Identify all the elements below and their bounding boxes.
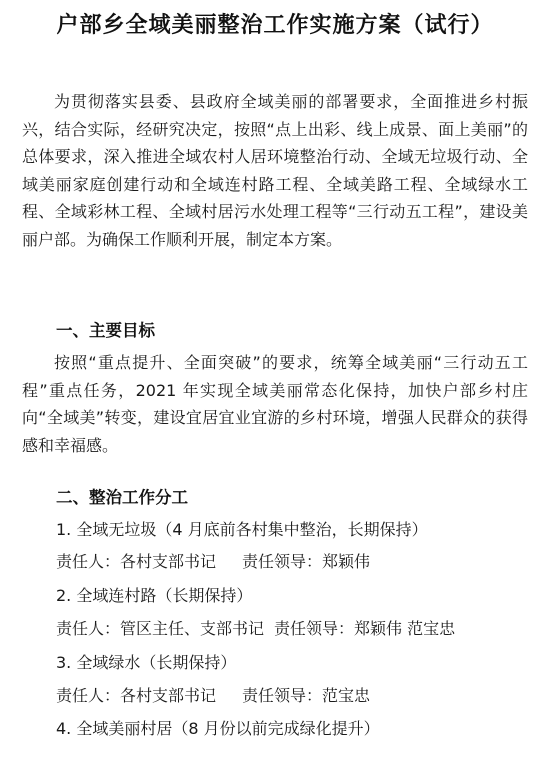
section-heading-division: 二、整治工作分工	[56, 488, 188, 507]
task-item-title: 4. 全域美丽村居（8 月份以前完成绿化提升）	[56, 719, 380, 738]
document-title: 户部乡全域美丽整治工作实施方案（试行）	[56, 13, 494, 38]
responsible-leader: 责任领导：郑颖伟 范宝忠	[274, 619, 456, 638]
intro-paragraph: 为贯彻落实县委、县政府全域美丽的部署要求，全面推进乡村振兴，结合实际，经研究决定，按照“点上出彩、线上成景、面上美丽”的总体要求，深入推进全域农村人居环境整治行动、全域无垃圾行动、全域美丽家庭创建行动和全域连村路工程、全域美路工程、全域绿水工程、全域彩林工程、全域村居污水处理工程等“三行动五工程”，建设美丽户部。为确保工作顺利开展，制定本方案。	[22, 92, 528, 249]
task-item-title: 1. 全域无垃圾（4 月底前各村集中整治，长期保持）	[56, 520, 428, 539]
task-item-responsibility	[56, 683, 370, 706]
responsible-leader: 责任领导：郑颖伟	[242, 552, 371, 571]
goals-paragraph: 按照“重点提升、全面突破”的要求，统筹全域美丽“三行动五工程”重点任务，2021 年实现全域美丽常态化保持，加快户部乡村庄向“全域美”转变，建设宜居宜业宜游的乡村环境，增强人民群众的获得感和幸福感。	[22, 353, 528, 455]
responsible-person: 责任人：各村支部书记	[56, 552, 217, 571]
task-item-title: 3. 全域绿水（长期保持）	[56, 653, 237, 672]
task-item-title: 2. 全域连村路（长期保持）	[56, 586, 253, 605]
responsible-leader: 责任领导：范宝忠	[242, 686, 371, 705]
responsible-person: 责任人：各村支部书记	[56, 686, 217, 705]
responsible-person: 责任人：管区主任、支部书记	[56, 619, 265, 638]
section-heading-goals: 一、主要目标	[56, 321, 155, 340]
task-item-responsibility	[56, 549, 370, 572]
task-item-responsibility	[56, 616, 455, 639]
